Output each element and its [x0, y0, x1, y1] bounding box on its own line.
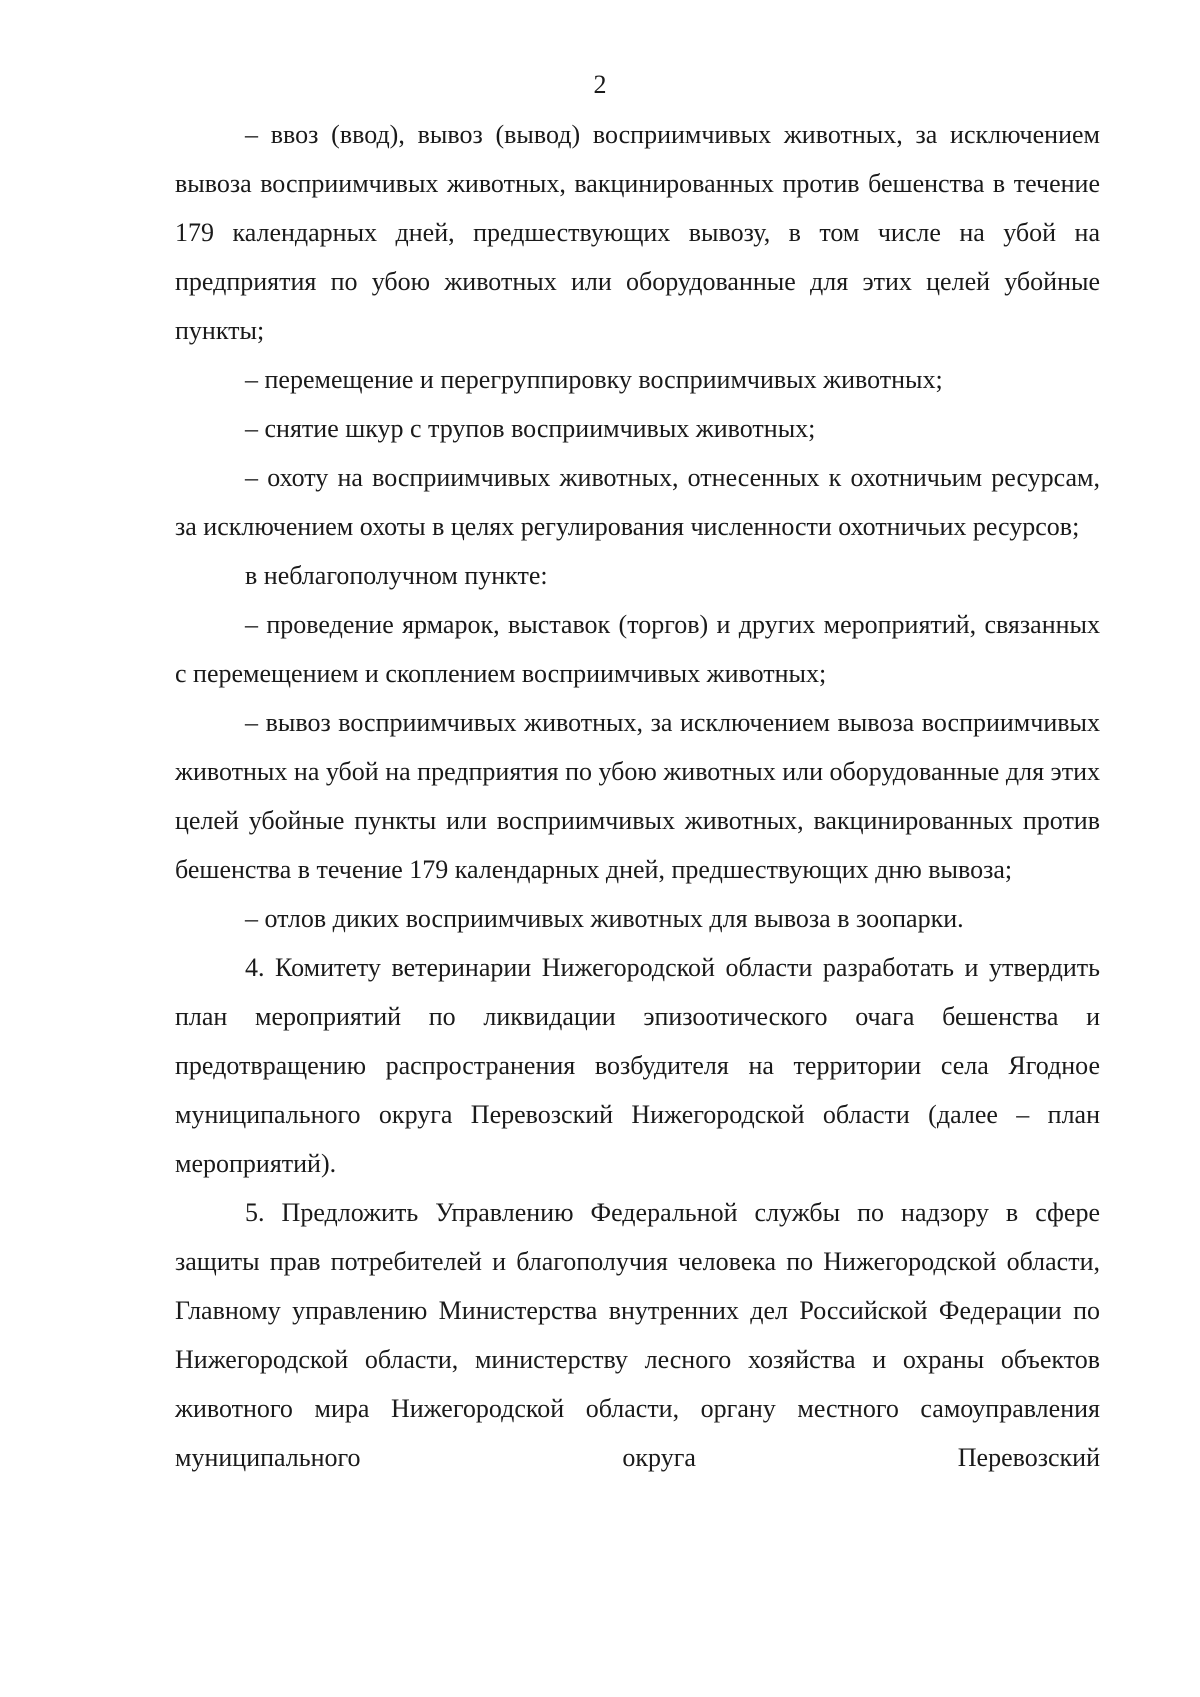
- paragraph-movement-ban: – перемещение и перегруппировку восприимчивых животных;: [245, 365, 943, 394]
- paragraph-skinning-ban: – снятие шкур с трупов восприимчивых животных;: [245, 414, 816, 443]
- document-body: [175, 110, 1100, 1482]
- page-number: 2: [593, 70, 607, 99]
- paragraph-affected-point-heading: в неблагополучном пункте:: [245, 561, 548, 590]
- paragraph-capture-ban: – отлов диких восприимчивых животных для вывоза в зоопарки.: [245, 904, 964, 933]
- paragraph-export-ban: – вывоз восприимчивых животных, за исключением вывоза восприимчивых животных на убой на предприятия по убою животных или оборудованные для этих целей убойные пункты или восприимчивых животных, вакцинированных против бешенства в течение 179 календарных дней, предшествующих дню вывоза;: [175, 708, 1100, 884]
- paragraph-fairs-ban: – проведение ярмарок, выставок (торгов) и других мероприятий, связанных с перемещением и скоплением восприимчивых животных;: [175, 610, 1100, 688]
- paragraph-item-4: 4. Комитету ветеринарии Нижегородской области разработать и утвердить план мероприятий по ликвидации эпизоотического очага бешенства и предотвращению распространения возбудителя на территории села Ягодное муниципального округа Перевозский Нижегородской области (далее – план мероприятий).: [175, 953, 1100, 1178]
- paragraph-hunting-ban: – охоту на восприимчивых животных, отнесенных к охотничьим ресурсам, за исключением охоты в целях регулирования численности охотничьих ресурсов;: [175, 463, 1100, 541]
- paragraph-item-5: 5. Предложить Управлению Федеральной службы по надзору в сфере защиты прав потребителей и благополучия человека по Нижегородской области, Главному управлению Министерства внутренних дел Российской Федерации по Нижегородской области, министерству лесного хозяйства и охраны объектов животного мира Нижегородской области, органу местного самоуправления муниципального округа Перевозский: [175, 1198, 1100, 1472]
- paragraph-import-export-ban: – ввоз (ввод), вывоз (вывод) восприимчивых животных, за исключением вывоза восприимчивых животных, вакцинированных против бешенства в течение 179 календарных дней, предшествующих вывозу, в том числе на убой на предприятия по убою животных или оборудованные для этих целей убойные пункты;: [175, 120, 1100, 345]
